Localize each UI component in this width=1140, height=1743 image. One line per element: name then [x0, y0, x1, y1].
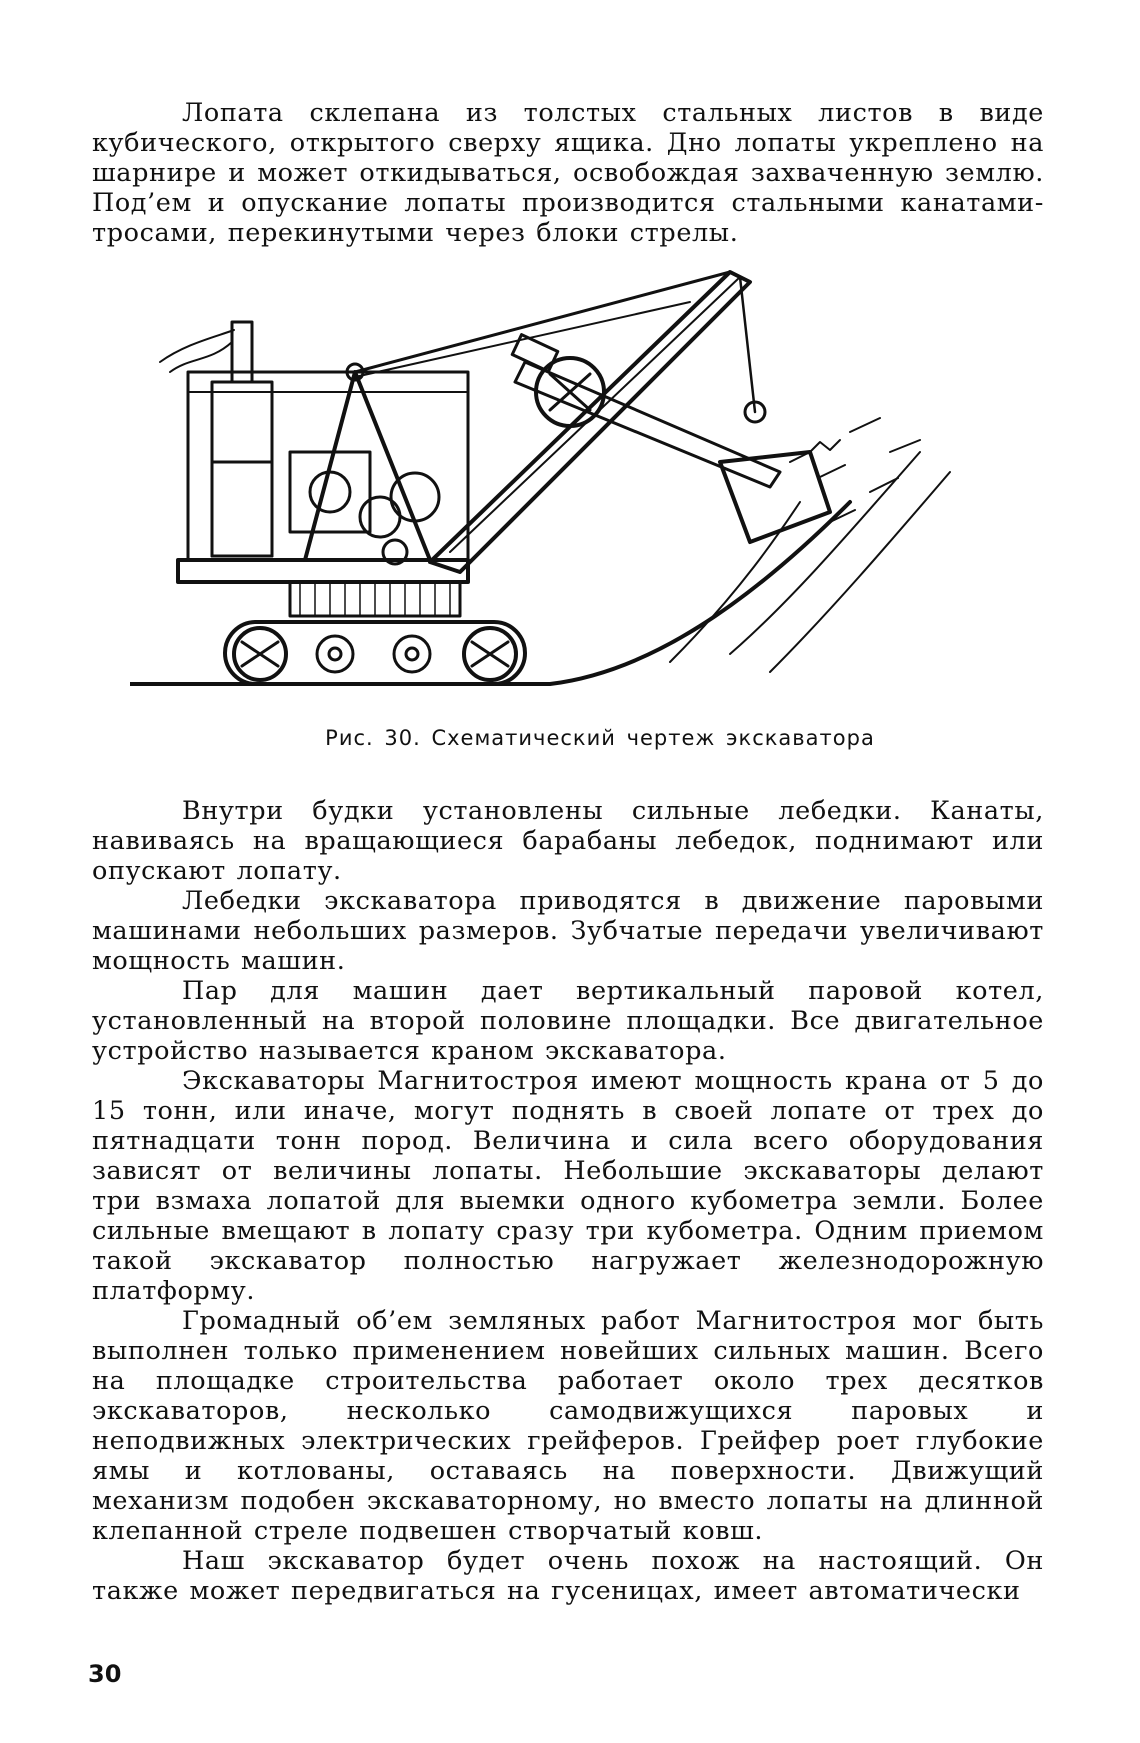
boiler-box — [212, 462, 272, 556]
soil-hatch — [790, 418, 920, 522]
gear-1 — [360, 497, 400, 537]
excavator-drawing — [130, 262, 990, 722]
bucket — [720, 452, 830, 542]
paragraph-shovel-description: Лопата склепана из толстых стальных листов в виде кубического, открытого сверху ящика. Дно лопаты укреплено на шарнире и может откидываться, освобождая захваченную землю. Под’ем и опускание лопаты производится стальными канатами-тросами, перекинутыми через блоки стрелы. — [92, 98, 1044, 248]
boom — [430, 272, 750, 572]
wheel-spokes-right — [472, 642, 508, 666]
platform — [178, 560, 468, 582]
paragraph-steam-engines: Лебедки экскаватора приводятся в движение паровыми машинами небольших размеров. Зубчатые передачи увеличивают мощность машин. — [92, 886, 1044, 976]
paragraph-earthworks: Громадный об’ем земляных работ Магнитостроя мог быть выполнен только применением новейших сильных машин. Всего на площадке строительства работает около трех десятков экскаваторов, несколько самодвижущихся паровых и неподвижных электрических грейферов. Грейфер роет глубокие ямы и котлованы, оставаясь на поверхности. Движущий механизм подобен экскаваторному, но вместо лопаты на длинной клепанной стреле подвешен створчатый ковш. — [92, 1306, 1044, 1546]
excavator-svg — [130, 262, 990, 722]
hoist-cable — [740, 277, 755, 412]
boiler — [212, 382, 272, 556]
track-wheel-mid2 — [394, 636, 430, 672]
paragraph-our-excavator: Наш экскаватор будет очень похож на настоящий. Он также может передвигаться на гусеницах, имеет автоматически — [92, 1546, 1044, 1606]
wheel-spokes-left — [242, 642, 278, 666]
ground-line — [130, 502, 850, 684]
shipper-engine — [512, 335, 558, 372]
paragraph-magnitostroy-capacity: Экскаваторы Магнитостроя имеют мощность крана от 5 до 15 тонн, или иначе, могут поднять в своей лопате от трех до пятнадцати тонн пород. Величина и сила всего оборудования зависят от величины лопаты. Небольшие экскаваторы делают три взмаха лопатой для выемки одного кубометра земли. Более сильные вмещают в лопату сразу три кубометра. Одним приемом такой экскаватор полностью нагружает железнодорожную платформу. — [92, 1066, 1044, 1306]
paragraph-boiler: Пар для машин дает вертикальный паровой котел, установленный на второй половине площадки. Все двигательное устройство называется краном экскаватора. — [92, 976, 1044, 1066]
soil-slope-2 — [770, 472, 950, 672]
page-number: 30 — [88, 1660, 122, 1688]
paragraph-winches: Внутри будки установлены сильные лебедки. Канаты, навиваясь на вращающиеся барабаны лебедок, поднимают или опускают лопату. — [92, 796, 1044, 886]
smoke — [160, 330, 234, 372]
figure-caption — [0, 726, 1140, 750]
figure-caption-text: Рис. 30. Схематический чертеж экскаватора — [325, 726, 875, 750]
track-wheel-mid1 — [317, 636, 353, 672]
